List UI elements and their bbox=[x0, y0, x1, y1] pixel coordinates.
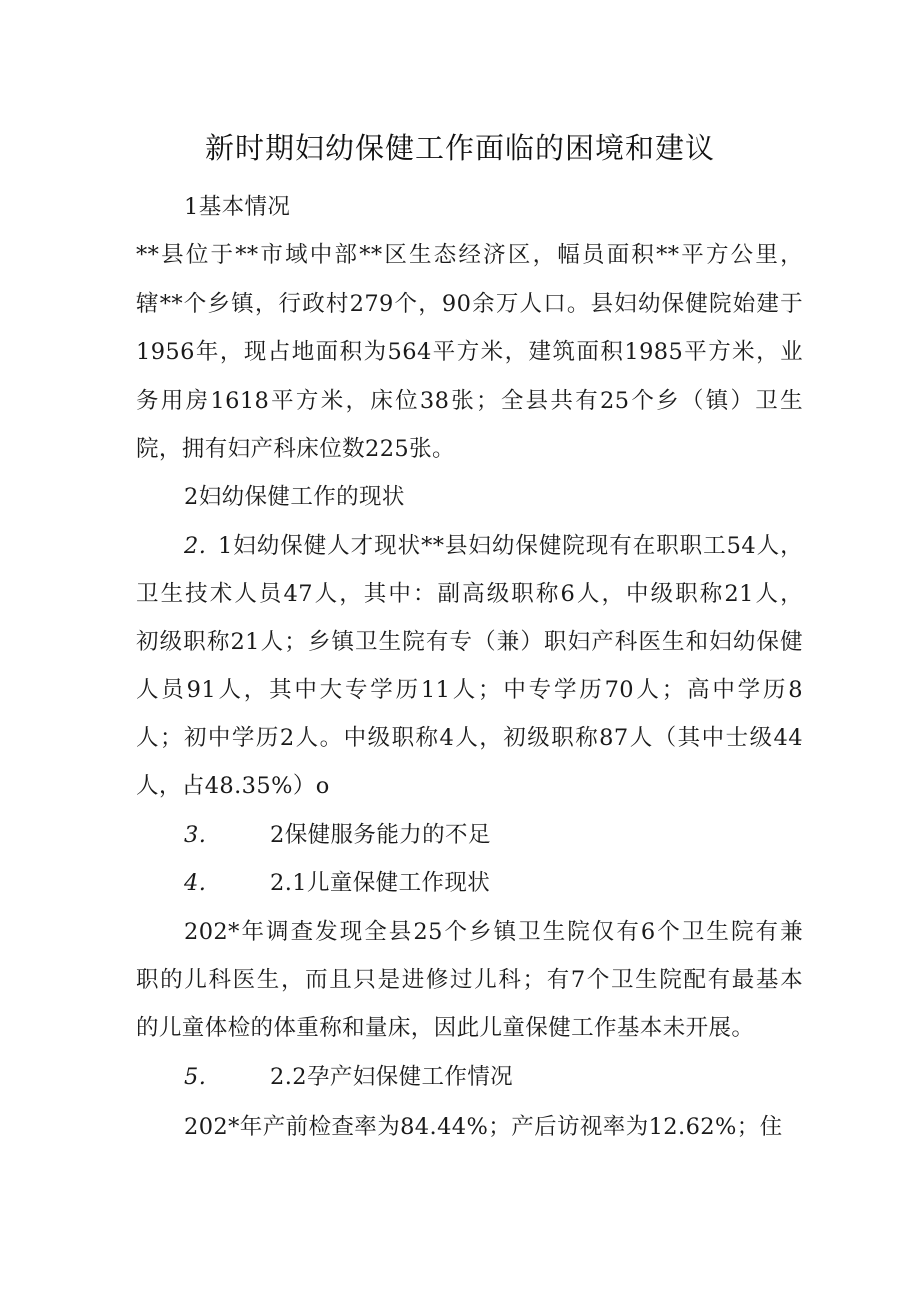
paragraph-line: 初级职称21人；乡镇卫生院有专（兼）职妇产科医生和妇幼保健 bbox=[136, 629, 803, 655]
paragraph-line: 202*年产前检查率为84.44%；产后访视率为12.62%；住 bbox=[184, 1114, 783, 1140]
paragraph-line: 职的儿科医生，而且只是进修过儿科；有7个卫生院配有最基本 bbox=[136, 967, 803, 993]
paragraph-line: 202*年调查发现全县25个乡镇卫生院仅有6个卫生院有兼 bbox=[184, 919, 803, 945]
list-number: 2. bbox=[184, 533, 207, 559]
list-item-number bbox=[184, 820, 206, 850]
list-number: 3. bbox=[184, 822, 207, 848]
list-number: 4. bbox=[184, 870, 207, 896]
subheading-child-health: 2.1儿童保健工作现状 bbox=[270, 870, 491, 896]
paragraph-line: 院，拥有妇产科床位数225张。 bbox=[136, 436, 455, 462]
paragraph-line: 人，占48.35%）o bbox=[136, 773, 330, 799]
section-heading-current-status: 2妇幼保健工作的现状 bbox=[184, 484, 405, 510]
paragraph-line: 卫生技术人员47人，其中：副高级职称6人，中级职称21人， bbox=[136, 581, 803, 607]
paragraph-line: 人；初中学历2人。中级职称4人，初级职称87人（其中士级44 bbox=[136, 725, 803, 751]
paragraph-line: 务用房1618平方米，床位38张；全县共有25个乡（镇）卫生 bbox=[136, 388, 803, 414]
list-item-number bbox=[184, 868, 206, 898]
paragraph-line: 人员91人，其中大专学历11人；中专学历70人；高中学历8 bbox=[136, 677, 803, 703]
subheading-maternal-health: 2.2孕产妇保健工作情况 bbox=[270, 1064, 514, 1090]
paragraph-line: **县位于**市域中部**区生态经济区，幅员面积**平方公里， bbox=[136, 242, 803, 268]
section-heading-basic-situation: 1基本情况 bbox=[184, 194, 291, 220]
paragraph-line: 的儿童体检的体重称和量床，因此儿童保健工作基本未开展。 bbox=[136, 1015, 755, 1041]
paragraph-line: 辖**个乡镇，行政村279个，90余万人口。县妇幼保健院始建于 bbox=[136, 291, 803, 317]
paragraph-line: 1956年，现占地面积为564平方米，建筑面积1985平方米，业 bbox=[136, 339, 803, 365]
paragraph-line: 1妇幼保健人才现状**县妇幼保健院现有在职职工54人， bbox=[218, 533, 803, 559]
subheading-service-capacity: 2保健服务能力的不足 bbox=[270, 822, 491, 848]
list-number: 5. bbox=[184, 1064, 207, 1090]
document-title: 新时期妇幼保健工作面临的困境和建议 bbox=[204, 131, 715, 165]
list-item-number bbox=[184, 1062, 206, 1092]
list-item-number bbox=[184, 531, 206, 561]
